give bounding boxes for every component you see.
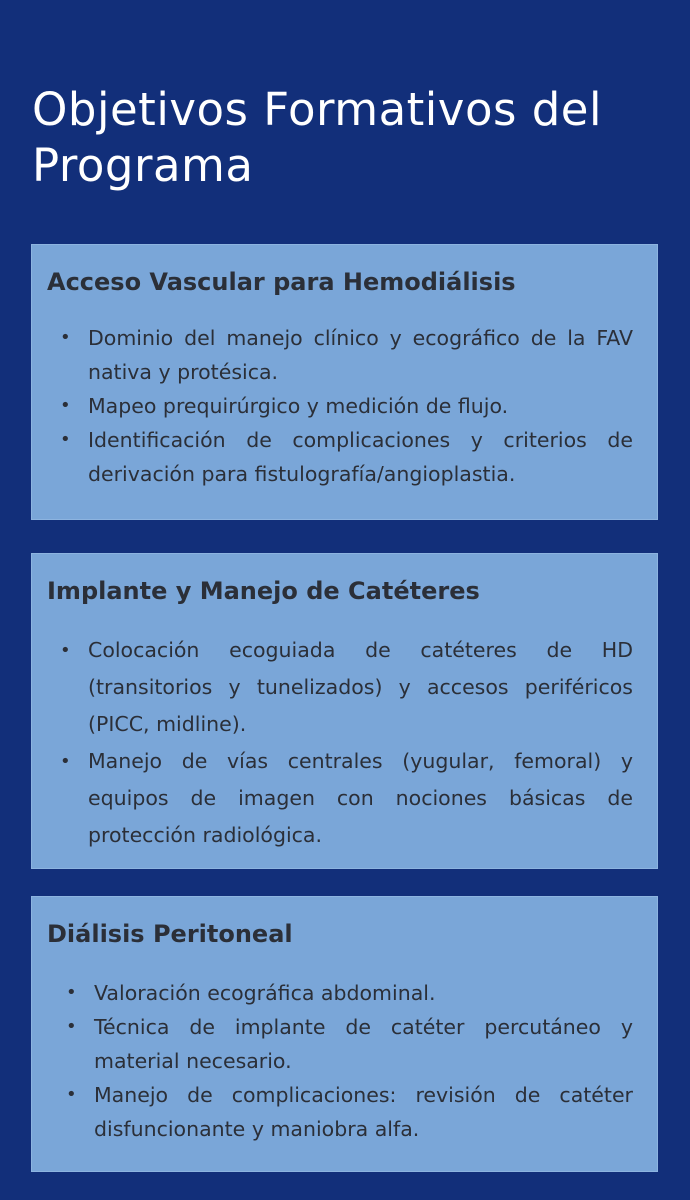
section-title: Implante y Manejo de Catéteres — [47, 577, 480, 605]
list-item-text: Manejo de vías centrales (yugular, femoral) y equipos de imagen con nociones básicas de protección radiológica. — [88, 749, 633, 847]
bullet-icon: • — [66, 982, 77, 1003]
objectives-list — [60, 632, 633, 854]
section-title: Diálisis Peritoneal — [47, 920, 293, 948]
list-item — [66, 1010, 633, 1078]
bullet-icon: • — [60, 395, 71, 416]
section-card-cateteres — [31, 553, 658, 869]
list-item-text: Mapeo prequirúrgico y medición de flujo. — [88, 394, 509, 418]
list-item — [66, 1078, 633, 1146]
list-item — [60, 321, 633, 389]
list-item-text: Manejo de complicaciones: revisión de catéter disfuncionante y maniobra alfa. — [94, 1083, 633, 1141]
list-item-text: Dominio del manejo clínico y ecográfico de la FAV nativa y protésica. — [88, 326, 633, 384]
list-item — [66, 976, 633, 1010]
bullet-icon: • — [66, 1016, 77, 1037]
bullet-icon: • — [60, 429, 71, 450]
bullet-icon: • — [60, 640, 71, 661]
bullet-icon: • — [60, 751, 71, 772]
section-title: Acceso Vascular para Hemodiálisis — [47, 268, 516, 296]
page-title: Objetivos Formativos del Programa — [32, 83, 602, 192]
list-item — [60, 423, 633, 491]
list-item — [60, 389, 633, 423]
objectives-list — [66, 976, 633, 1146]
objectives-list — [60, 321, 633, 491]
bullet-icon: • — [66, 1084, 77, 1105]
list-item-text: Valoración ecográfica abdominal. — [94, 981, 436, 1005]
list-item — [60, 743, 633, 854]
list-item-text: Técnica de implante de catéter percutáneo y material necesario. — [94, 1015, 633, 1073]
list-item — [60, 632, 633, 743]
list-item-text: Identificación de complicaciones y criterios de derivación para fistulografía/angioplastia. — [88, 428, 633, 486]
list-item-text: Colocación ecoguiada de catéteres de HD (transitorios y tunelizados) y accesos periféricos (PICC, midline). — [88, 638, 633, 736]
bullet-icon: • — [60, 327, 71, 348]
section-card-dialisis-peritoneal — [31, 896, 658, 1172]
section-card-acceso-vascular — [31, 244, 658, 520]
